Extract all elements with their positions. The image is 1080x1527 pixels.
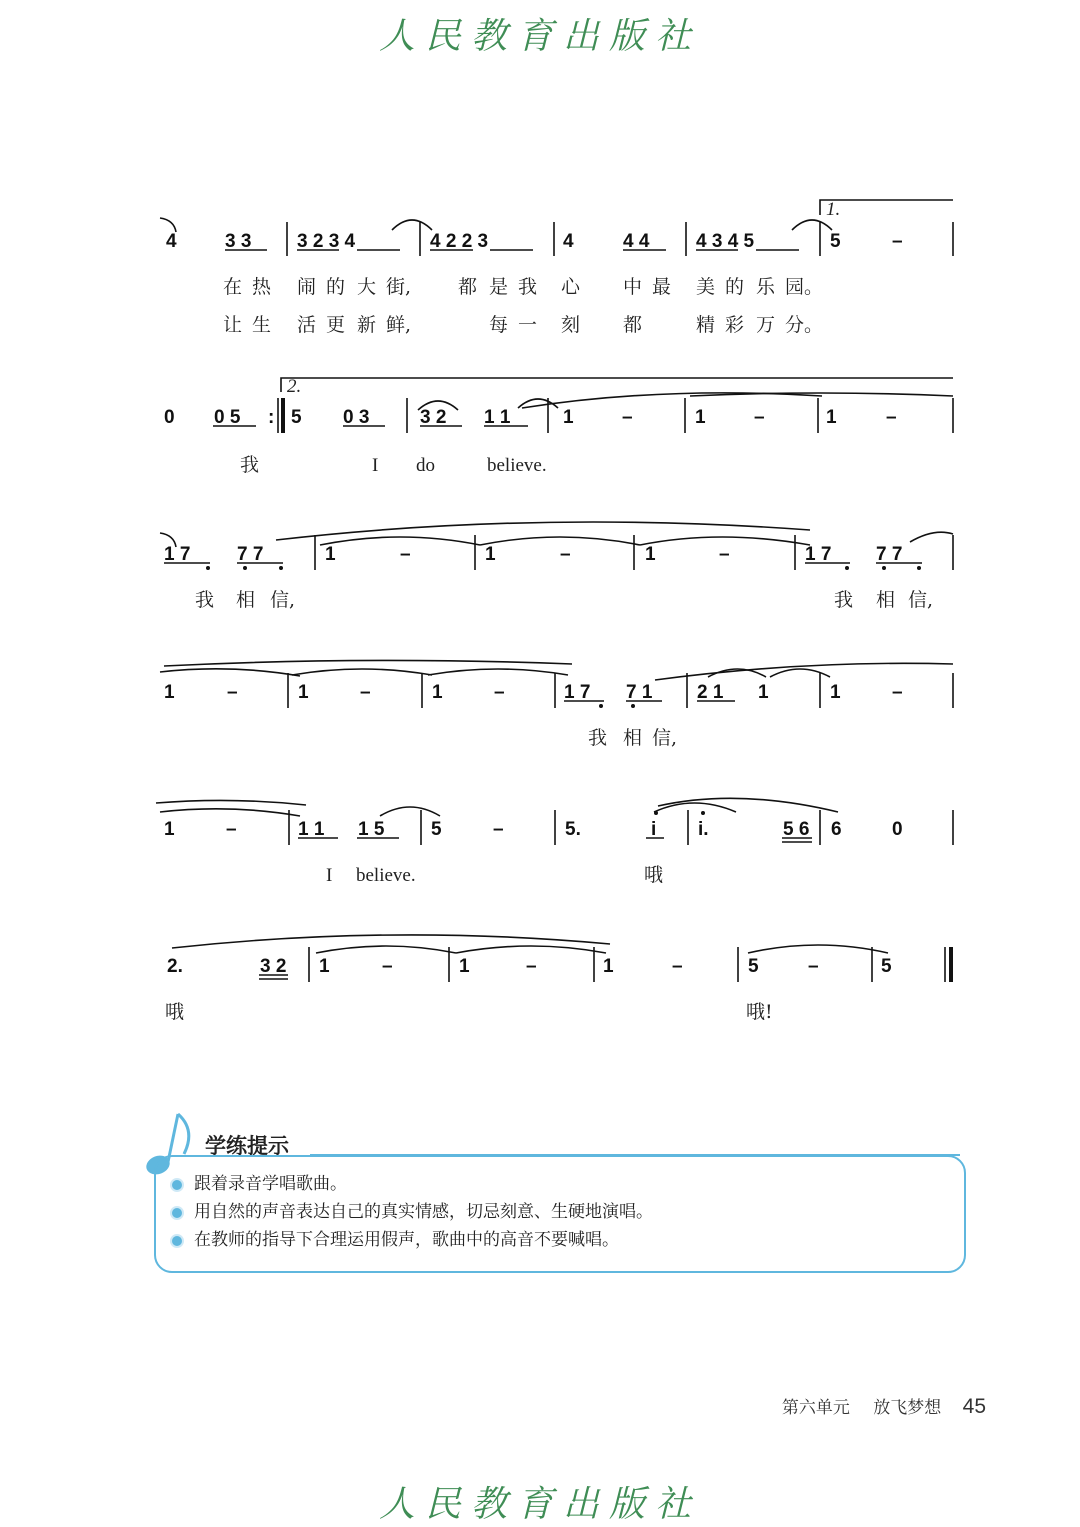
repeat-dots: : xyxy=(268,407,275,428)
lyric: 热 xyxy=(252,276,272,298)
note-dash: – xyxy=(382,956,393,977)
note: 7 7 xyxy=(876,544,903,565)
note: 2 1 xyxy=(697,682,724,703)
lyric: I xyxy=(326,865,333,886)
lyric: believe. xyxy=(487,455,547,476)
lyric: 哦 xyxy=(165,1001,185,1023)
lyric: 生 xyxy=(252,314,272,336)
note-dash: – xyxy=(719,544,730,565)
lyric: 一 xyxy=(518,314,538,336)
lyrics-verse-1 xyxy=(223,276,823,298)
bullet-icon xyxy=(170,1234,184,1248)
lyric: 中 xyxy=(623,276,643,298)
lyric: 园。 xyxy=(785,276,824,298)
note: 1 xyxy=(164,819,175,840)
note: i xyxy=(651,819,657,840)
lyric: 相 xyxy=(876,589,896,611)
lyric: 美 xyxy=(696,276,716,298)
lyric: 的 xyxy=(725,276,745,298)
lyric: 在 xyxy=(223,276,243,298)
lyric: 闹 xyxy=(297,276,317,298)
tips-list xyxy=(170,1170,653,1254)
note: 1 xyxy=(695,407,706,428)
note: 1 1 xyxy=(298,819,325,840)
note-dash: – xyxy=(526,956,537,977)
lyric: 我 xyxy=(834,589,854,611)
note-dash: – xyxy=(892,682,903,703)
volta-2-label: 2. xyxy=(287,376,302,397)
lyrics-verse-2 xyxy=(223,314,823,336)
note-dash: – xyxy=(560,544,571,565)
note: 5 xyxy=(291,407,302,428)
unit-title: 放飞梦想 xyxy=(873,1398,942,1418)
note: 7 7 xyxy=(237,544,264,565)
note: 4 2 2 3 xyxy=(430,231,489,252)
unit-label: 第六单元 xyxy=(781,1398,850,1418)
note-dash: – xyxy=(227,682,238,703)
lyric: 哦! xyxy=(746,1001,773,1023)
page-number: 45 xyxy=(962,1395,986,1418)
note: 1 7 xyxy=(564,682,591,703)
note: 1 xyxy=(319,956,330,977)
note-dash: – xyxy=(493,819,504,840)
lyric: 每 xyxy=(489,314,509,336)
bullet-icon xyxy=(170,1178,184,1192)
lyric: 活 xyxy=(297,314,317,336)
note: 5 xyxy=(830,231,841,252)
tips-title: 学练提示 xyxy=(205,1130,297,1160)
tips-item: 在教师的指导下合理运用假声，歌曲中的高音不要喊唱。 xyxy=(170,1226,653,1254)
note: i. xyxy=(698,819,709,840)
note: 5 xyxy=(431,819,442,840)
note: 2. xyxy=(167,956,183,977)
tips-item: 跟着录音学唱歌曲。 xyxy=(170,1170,653,1198)
note-dash: – xyxy=(808,956,819,977)
lyric: 我 xyxy=(240,454,260,476)
note: 4 xyxy=(563,231,574,252)
note: 1 1 xyxy=(484,407,511,428)
note: 1 xyxy=(603,956,614,977)
lyric: 我 xyxy=(588,727,608,749)
note: 1 xyxy=(298,682,309,703)
lyric: 的 xyxy=(326,276,346,298)
lyric: 大 xyxy=(357,276,377,298)
publisher-logo-top: 人民教育出版社 xyxy=(378,16,701,57)
lyric: I xyxy=(372,455,379,476)
lyric: believe. xyxy=(356,865,416,886)
note: 0 3 xyxy=(343,407,370,428)
note-dash: – xyxy=(892,231,903,252)
note-dash: – xyxy=(886,407,897,428)
note: 3 2 xyxy=(420,407,447,428)
lyric: 更 xyxy=(326,314,346,336)
note: 1 xyxy=(432,682,443,703)
tips-item: 用自然的声音表达自己的真实情感，切忌刻意、生硬地演唱。 xyxy=(170,1198,653,1226)
note: 1 xyxy=(830,682,841,703)
lyric: 信, xyxy=(270,589,296,611)
note: 0 xyxy=(892,819,903,840)
note: 1 5 xyxy=(358,819,385,840)
lyric: 哦 xyxy=(644,864,664,886)
note: 5 xyxy=(881,956,892,977)
note: 0 5 xyxy=(214,407,241,428)
note-dash: – xyxy=(494,682,505,703)
lyric: 我 xyxy=(195,589,215,611)
note: 4 4 xyxy=(623,231,650,252)
note: 5 6 xyxy=(783,819,810,840)
note: 0 xyxy=(164,407,175,428)
lyric: 乐 xyxy=(756,276,776,298)
note: 1 xyxy=(645,544,656,565)
lyric: 精 xyxy=(696,314,716,336)
note-dash: – xyxy=(754,407,765,428)
lyric: 街, xyxy=(386,276,412,298)
lyric: 信, xyxy=(652,727,678,749)
note: 4 xyxy=(166,231,177,252)
note: 4 3 4 5 xyxy=(696,231,755,252)
bullet-icon xyxy=(170,1206,184,1220)
page-footer xyxy=(782,1393,986,1419)
lyric: 信, xyxy=(908,589,934,611)
lyric: 是 xyxy=(489,276,509,298)
lyric: 彩 xyxy=(725,314,745,336)
lyric: 相 xyxy=(236,589,256,611)
note: 1 xyxy=(325,544,336,565)
lyric: 都 xyxy=(623,314,643,336)
lyric: do xyxy=(416,455,435,476)
note: 1 xyxy=(563,407,574,428)
lyric: 让 xyxy=(223,314,243,336)
publisher-logo-bottom: 人民教育出版社 xyxy=(378,1484,701,1525)
note-dash: – xyxy=(360,682,371,703)
note-dash: – xyxy=(226,819,237,840)
note: 5 xyxy=(748,956,759,977)
lyric: 我 xyxy=(518,276,538,298)
note: 1 xyxy=(758,682,769,703)
note: 5. xyxy=(565,819,581,840)
lyric: 万 xyxy=(756,314,776,336)
lyric: 刻 xyxy=(561,314,581,336)
lyric: 都 xyxy=(458,276,478,298)
note-dash: – xyxy=(672,956,683,977)
note-dash: – xyxy=(622,407,633,428)
note: 1 xyxy=(164,682,175,703)
note: 3 2 xyxy=(260,956,287,977)
note-dash: – xyxy=(400,544,411,565)
note: 1 xyxy=(826,407,837,428)
note: 6 xyxy=(831,819,842,840)
note: 1 7 xyxy=(164,544,191,565)
lyric: 心 xyxy=(561,276,581,298)
lyric: 鲜, xyxy=(386,314,412,336)
lyric: 相 xyxy=(623,727,643,749)
note: 7 1 xyxy=(626,682,653,703)
volta-1-label: 1. xyxy=(826,199,841,220)
note: 3 3 xyxy=(225,231,252,252)
note: 1 xyxy=(459,956,470,977)
lyric: 新 xyxy=(357,314,377,336)
note: 3 2 3 4 xyxy=(297,231,356,252)
note: 1 7 xyxy=(805,544,832,565)
note: 1 xyxy=(485,544,496,565)
lyric: 分。 xyxy=(785,314,824,336)
lyric: 最 xyxy=(652,276,672,298)
